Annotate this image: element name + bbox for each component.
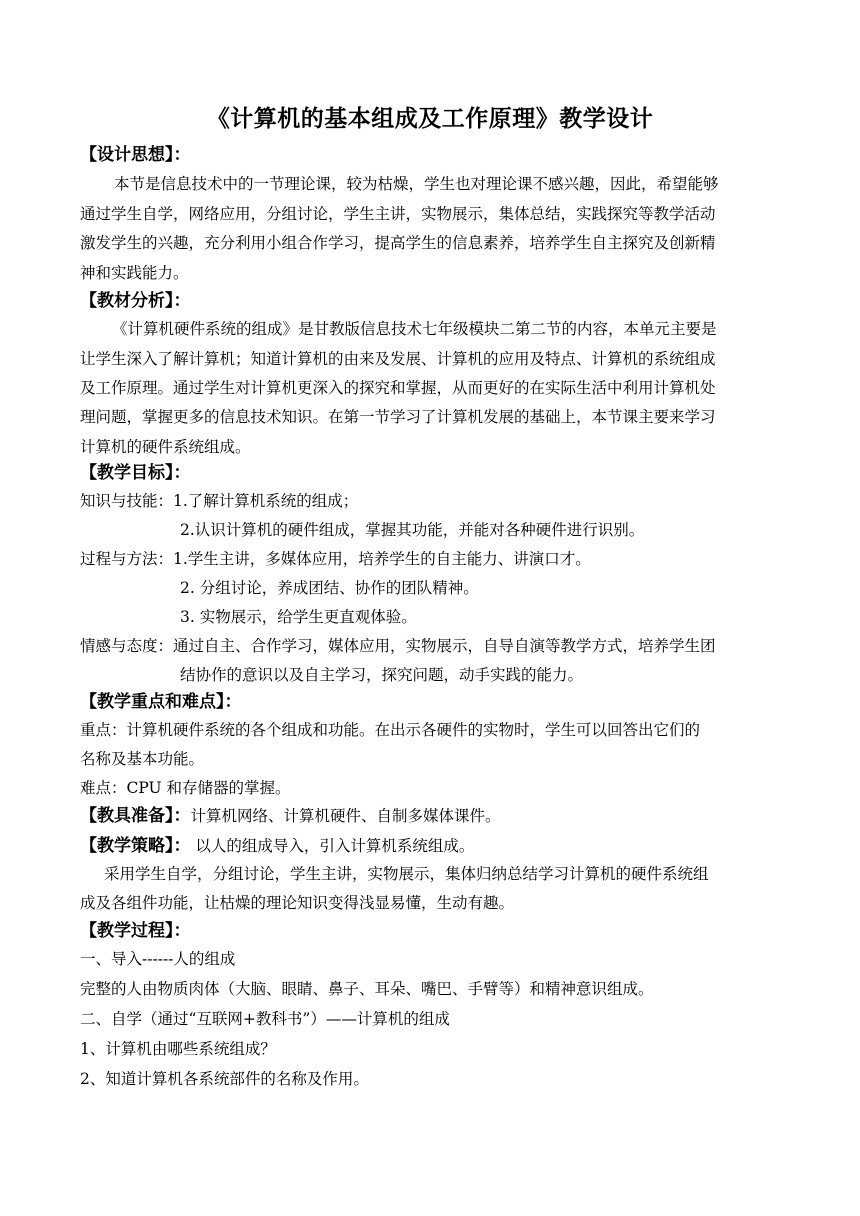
section-heading-strategy: 【教学策略】： — [80, 836, 191, 856]
paragraph-line: 《计算机硬件系统的组成》是甘教版信息技术七年级模块二第二节的内容，本单元主要是 — [112, 320, 717, 338]
paragraph-line: 采用学生自学，分组讨论，学生主讲，实物展示，集体归纳总结学习计算机的硬件系统组 — [104, 865, 709, 883]
objective-line: 知识与技能：1.了解计算机系统的组成； — [80, 492, 359, 510]
tools-line — [80, 801, 501, 826]
document-title: 《计算机的基本组成及工作原理》教学设计 — [206, 106, 654, 132]
key-point-line: 难点：CPU 和存储器的掌握。 — [80, 779, 291, 797]
objective-line: 情感与态度：通过自主、合作学习，媒体应用，实物展示，自导自演等教学方式，培养学生团 — [80, 637, 716, 655]
objective-line: 3. 实物展示，给学生更直观体验。 — [180, 608, 417, 626]
section-heading-process: 【教学过程】： — [80, 921, 191, 941]
section-heading-objectives: 【教学目标】： — [80, 463, 191, 483]
paragraph-line: 成及各组件功能，让枯燥的理论知识变得浅显易懂，生动有趣。 — [80, 894, 515, 912]
process-line: 一、导入------人的组成 — [80, 950, 236, 968]
process-line: 1、计算机由哪些系统组成？ — [80, 1040, 276, 1058]
paragraph-line: 理问题，掌握更多的信息技术知识。在第一节学习了计算机发展的基础上，本节课主要来学习 — [80, 408, 716, 426]
paragraph-line: 神和实践能力。 — [80, 264, 189, 282]
strategy-line — [80, 831, 474, 856]
objective-line: 2.认识计算机的硬件组成，掌握其功能，并能对各种硬件进行识别。 — [180, 521, 645, 539]
process-line: 二、自学（通过“互联网+教科书”）——计算机的组成 — [80, 1010, 450, 1028]
key-point-line: 重点：计算机硬件系统的各个组成和功能。在出示各硬件的实物时，学生可以回答出它们的 — [80, 721, 701, 739]
objective-line: 过程与方法：1.学生主讲，多媒体应用，培养学生的自主能力、讲演口才。 — [80, 550, 591, 568]
paragraph-line: 让学生深入了解计算机；知道计算机的由来及发展、计算机的应用及特点、计算机的系统组成 — [80, 350, 716, 368]
section-heading-design-idea: 【设计思想】： — [80, 145, 191, 165]
paragraph-line: 本节是信息技术中的一节理论课，较为枯燥，学生也对理论课不感兴趣，因此，希望能够 — [114, 175, 719, 193]
section-heading-key-points: 【教学重点和难点】： — [80, 692, 242, 712]
process-line: 完整的人由物质肉体（大脑、眼睛、鼻子、耳朵、嘴巴、手臂等）和精神意识组成。 — [80, 980, 654, 998]
section-heading-material: 【教材分析】： — [80, 291, 191, 311]
section-heading-tools: 【教具准备】： — [80, 806, 191, 826]
tools-text: 计算机网络、计算机硬件、自制多媒体课件。 — [190, 807, 501, 825]
paragraph-line: 激发学生的兴趣，充分利用小组合作学习，提高学生的信息素养，培养学生自主探究及创新精 — [80, 234, 716, 252]
objective-line: 2. 分组讨论，养成团结、协作的团队精神。 — [180, 579, 479, 597]
paragraph-line: 通过学生自学，网络应用，分组讨论，学生主讲，实物展示，集体总结，实践探究等教学活动 — [80, 205, 716, 223]
paragraph-line: 计算机的硬件系统组成。 — [80, 438, 251, 456]
paragraph-line: 及工作原理。通过学生对计算机更深入的探究和掌握，从而更好的在实际生活中利用计算机处 — [80, 379, 716, 397]
process-line: 2、知道计算机各系统部件的名称及作用。 — [80, 1070, 369, 1088]
strategy-text: 以人的组成导入，引入计算机系统组成。 — [190, 837, 475, 855]
key-point-line: 名称及基本功能。 — [80, 750, 205, 768]
objective-line: 结协作的意识以及自主学习，探究问题，动手实践的能力。 — [180, 666, 584, 684]
